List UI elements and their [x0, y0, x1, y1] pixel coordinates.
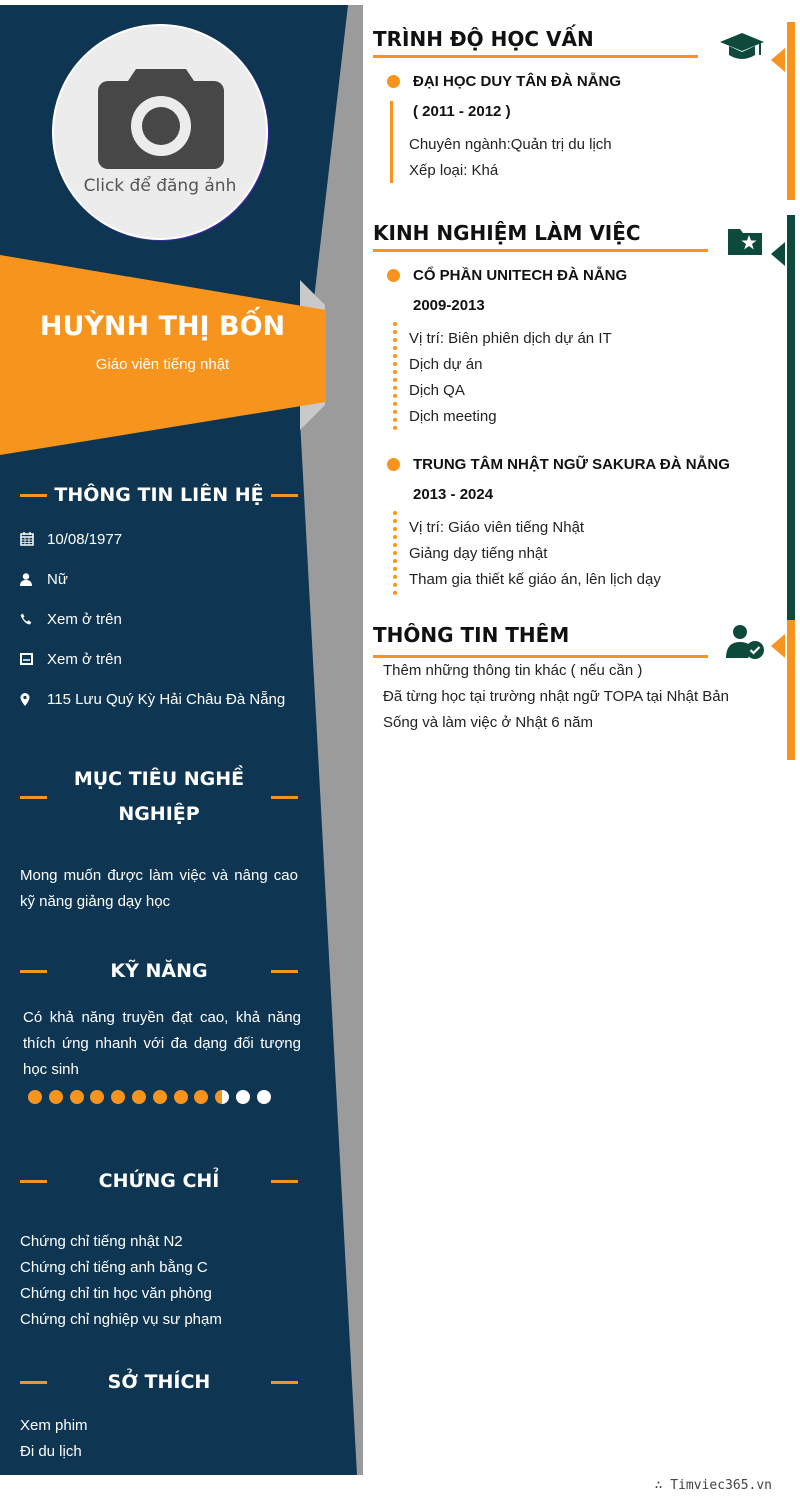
skill-rating-dot [174, 1090, 188, 1104]
education-pointer [771, 48, 785, 72]
header-bar-left [20, 1381, 47, 1384]
avatar-upload[interactable] [52, 24, 268, 240]
skills-section-header [20, 954, 298, 989]
skill-rating-dot [90, 1090, 104, 1104]
skill-rating-dot [28, 1090, 42, 1104]
skill-rating-dot [153, 1090, 167, 1104]
skill-rating-dot [257, 1090, 271, 1104]
phone-value: Xem ở trên [47, 610, 122, 628]
experience-pointer [771, 242, 785, 266]
skill-rating [28, 1090, 278, 1104]
map-pin-icon [20, 693, 47, 706]
user-check-icon [726, 624, 764, 660]
job-detail-item: Tham gia thiết kế giáo án, lên lịch dạy [409, 571, 661, 588]
additional-item: Đã từng học tại trường nhật ngữ TOPA tại Nhật Bản [383, 688, 729, 705]
additional-pointer [771, 634, 785, 658]
contact-gender [20, 559, 310, 599]
additional-item: Thêm những thông tin khác ( nếu cần ) [383, 662, 643, 679]
certificate-item: Chứng chỉ nghiệp vụ sư phạm [20, 1311, 222, 1328]
camera-icon [98, 69, 224, 169]
photo-upload-hint: Click để đăng ảnh [83, 176, 237, 196]
job-detail-item: Giảng dạy tiếng nhật [409, 545, 548, 562]
experience-underline [373, 249, 708, 252]
timeline-dot [387, 75, 400, 88]
sidebar [0, 0, 330, 1475]
timeline-dot [387, 269, 400, 282]
watermark-text: Timviec365.vn [670, 1478, 772, 1493]
contact-list [20, 519, 310, 719]
header-bar-left [20, 970, 47, 973]
additional-section-title: THÔNG TIN THÊM [373, 623, 570, 647]
header-bar-right [271, 970, 298, 973]
certificates-section-title: CHỨNG CHỈ [98, 1170, 220, 1192]
additional-list [383, 658, 729, 736]
job-period: 2009-2013 [413, 297, 485, 314]
education-major: Chuyên ngành:Quản trị du lịch [409, 136, 612, 153]
email-icon [20, 653, 47, 665]
header-bar-left [20, 796, 47, 799]
phone-icon [20, 613, 47, 625]
header-bar-left [20, 1180, 47, 1183]
contact-phone [20, 599, 310, 639]
job-title: Giáo viên tiếng nhật [95, 356, 230, 373]
experience-section-title: KINH NGHIỆM LÀM VIỆC [373, 221, 641, 245]
objective-section-header [20, 762, 298, 832]
skills-text: Có khả năng truyền đạt cao, khả năng thích ứng nhanh với đa dạng đối tượng học sinh [23, 1009, 301, 1078]
user-icon [20, 573, 47, 586]
right-stripe-green [787, 215, 795, 620]
education-school: ĐẠI HỌC DUY TÂN ĐÀ NẴNG [413, 73, 622, 90]
job-company: TRUNG TÂM NHẬT NGỮ SAKURA ĐÀ NẴNG [413, 456, 730, 473]
skill-rating-dot [132, 1090, 146, 1104]
right-stripe-orange-top [787, 22, 795, 200]
skill-rating-dot [70, 1090, 84, 1104]
contact-address [20, 679, 310, 719]
header-bar-right [271, 796, 298, 799]
job-details [409, 515, 661, 593]
job-details [409, 326, 612, 430]
job-timeline-dots [393, 322, 397, 430]
objective-title-line2: NGHIỆP [118, 803, 200, 825]
gender-value: Nữ [47, 570, 68, 588]
hobby-item: Xem phim [20, 1417, 88, 1434]
job-detail-item: Vị trí: Biên phiên dịch dự án IT [409, 330, 612, 347]
graduation-cap-icon [720, 33, 764, 63]
education-timeline-bar [390, 101, 393, 183]
job-detail-item: Dịch dự án [409, 356, 483, 373]
job-detail-item: Dịch QA [409, 382, 465, 399]
right-stripe-orange-bottom [787, 620, 795, 760]
calendar-icon [20, 532, 47, 546]
job-timeline-dots [393, 511, 397, 595]
objective-text: Mong muốn được làm việc và nâng cao kỹ năng giảng dạy học [20, 867, 298, 910]
hobbies-list [20, 1413, 88, 1465]
candidate-name: HUỲNH THỊ BỐN [39, 311, 286, 342]
education-underline [373, 55, 698, 58]
skill-rating-dot [111, 1090, 125, 1104]
skill-rating-dot [194, 1090, 208, 1104]
job-period: 2013 - 2024 [413, 486, 494, 503]
header-bar-right [271, 1381, 298, 1384]
skill-rating-dot [49, 1090, 63, 1104]
additional-item: Sống và làm việc ở Nhật 6 năm [383, 714, 593, 731]
contact-email [20, 639, 310, 679]
folder-star-icon [726, 225, 764, 257]
certificate-item: Chứng chỉ tiếng anh bằng C [20, 1259, 208, 1276]
education-section-title: TRÌNH ĐỘ HỌC VẤN [373, 27, 594, 51]
education-grade: Xếp loại: Khá [409, 162, 499, 179]
objective-section-title [47, 762, 271, 832]
header-bar-right [271, 494, 298, 497]
education-period: ( 2011 - 2012 ) [413, 103, 511, 120]
job-company: CỔ PHẦN UNITECH ĐÀ NẴNG [413, 267, 628, 284]
birthday-value: 10/08/1977 [47, 530, 123, 548]
contact-section-title: THÔNG TIN LIÊN HỆ [54, 484, 264, 506]
skill-rating-dot [236, 1090, 250, 1104]
job-detail-item: Dịch meeting [409, 408, 497, 425]
certificate-item: Chứng chỉ tiếng nhật N2 [20, 1233, 183, 1250]
certificates-list [20, 1229, 222, 1333]
email-value: Xem ở trên [47, 650, 122, 668]
timeline-dot [387, 458, 400, 471]
certificate-item: Chứng chỉ tin học văn phòng [20, 1285, 212, 1302]
header-bar-right [271, 1180, 298, 1183]
address-value: 115 Lưu Quý Kỳ Hải Châu Đà Nẵng [47, 690, 286, 708]
objective-title-line1: MỤC TIÊU NGHỀ [73, 768, 245, 790]
education-details [409, 132, 612, 184]
skills-section-title: KỸ NĂNG [110, 960, 208, 982]
contact-section-header [20, 478, 298, 513]
job-detail-item: Vị trí: Giáo viên tiếng Nhật [409, 519, 585, 536]
skill-rating-dot [215, 1090, 229, 1104]
certificates-section-header [20, 1164, 298, 1199]
contact-birthday [20, 519, 310, 559]
hobbies-section-title: SỞ THÍCH [107, 1371, 211, 1393]
hobby-item: Đi du lịch [20, 1443, 82, 1460]
hobbies-section-header [20, 1365, 298, 1400]
header-bar-left [20, 494, 47, 497]
watermark: ∴ Timviec365.vn [654, 1478, 772, 1493]
